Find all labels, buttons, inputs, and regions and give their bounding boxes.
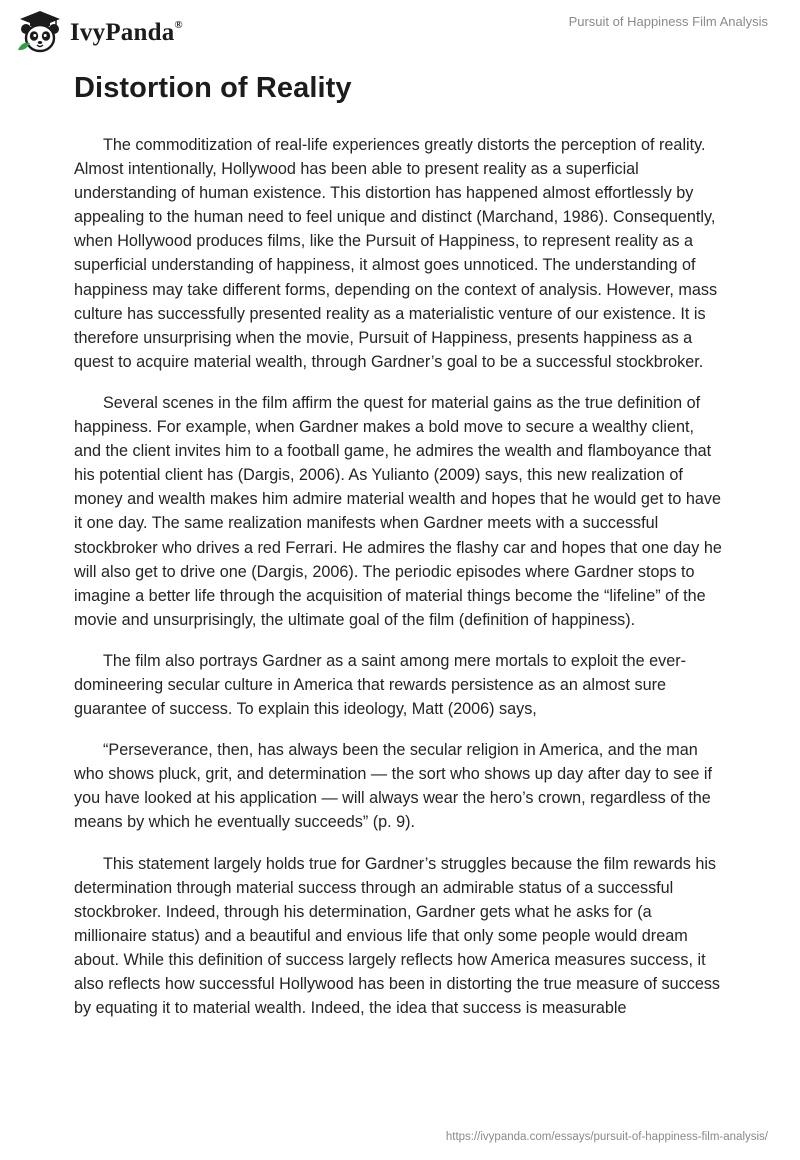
panda-graduate-icon [16, 10, 64, 54]
block-quote: “Perseverance, then, has always been the secular religion in America, and the man who shows pluck, grit, and determination — the sort who shows up day after day to see if you have looked at his application — will always wear the hero’s crown, regardless of the means by which he eventually succeeds” (p. 9). [74, 741, 712, 832]
paragraph: The film also portrays Gardner as a saint among mere mortals to exploit the ever-domineering secular culture in America that rewards persistence as an almost sure guarantee of success. To explain this ideology, Matt (2006) says, [74, 651, 686, 719]
paragraph: The commoditization of real-life experiences greatly distorts the perception of reality. Almost intentionally, Hollywood has been able to present reality as a superficial understanding of human existence. This distortion has happened almost effortlessly by appealing to the human need to feel unique and distinct (Marchand, 1986). Consequently, when Hollywood produces films, like the Pursuit of Happiness, to represent reality as a superficial understanding of happiness, it almost goes unnoticed. The understanding of happiness may take different forms, depending on the context of analysis. However, mass culture has successfully presented reality as a materialistic venture of our existence. It is therefore unsurprising when the movie, Pursuit of Happiness, presents happiness as a quest to acquire material wealth, through Gardner’s goal to be a successful stockbroker. [74, 136, 718, 371]
paragraph: Several scenes in the film affirm the quest for material gains as the true definition of happiness. For example, when Gardner makes a bold move to secure a wealthy client, and the client invites him to a football game, he admires the wealth and flamboyance that his potential client has (Dargis, 2006). As Yulianto (2009) says, this new realization of money and wealth makes him admire material wealth and hopes that he would get to have it one day. The same realization manifests when Gardner meets with a successful stockbroker who drives a red Ferrari. He admires the flashy car and hopes that one day he will also get to drive one (Dargis, 2006). The periodic episodes where Gardner stops to imagine a better life through the acquisition of material things become the “lifeline” of the movie and unsurprisingly, the ultimate goal of the film (definition of happiness). [74, 393, 722, 629]
source-url[interactable]: https://ivypanda.com/essays/pursuit-of-happiness-film-analysis/ [445, 1131, 768, 1143]
brand-name-text: IvyPanda [70, 19, 175, 46]
brand-name [70, 19, 183, 47]
article-body [74, 133, 724, 1037]
brand-logo[interactable] [16, 10, 183, 54]
document-title: Pursuit of Happiness Film Analysis [568, 14, 768, 29]
paragraph: This statement largely holds true for Gardner’s struggles because the film rewards his determination through material success through an admirable status of a successful stockbroker. Indeed, through his determination, Gardner gets what he asks for (a millionaire status) and a beautiful and envious life that only some people would dream about. While this definition of success largely reflects how America measures success, it also reflects how successful Hollywood has been in distorting the true measure of success by equating it to material wealth. Indeed, the idea that success is measurable [74, 854, 721, 1018]
registered-mark: ® [174, 18, 183, 31]
section-heading: Distortion of Reality [74, 72, 352, 104]
page-header [0, 0, 800, 60]
